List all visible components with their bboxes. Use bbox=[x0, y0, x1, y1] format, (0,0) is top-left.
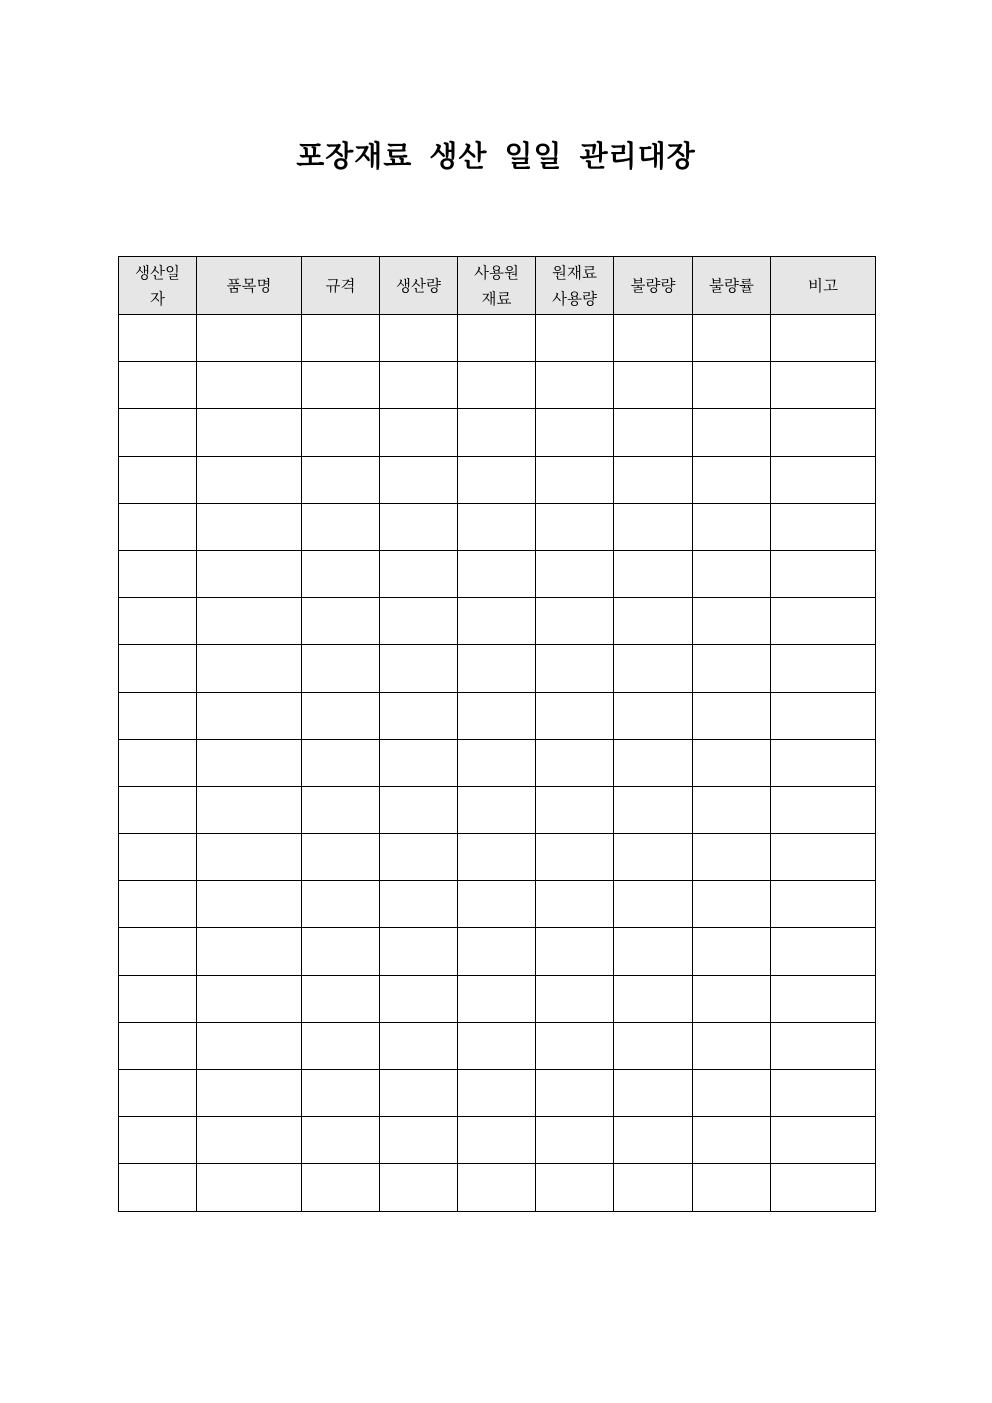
table-cell[interactable] bbox=[380, 1022, 458, 1069]
table-cell[interactable] bbox=[536, 315, 614, 362]
table-cell[interactable] bbox=[536, 1164, 614, 1211]
document-title: 포장재료 생산 일일 관리대장 bbox=[296, 139, 696, 173]
table-cell[interactable] bbox=[614, 786, 693, 833]
table-cell[interactable] bbox=[380, 645, 458, 692]
column-header-remarks: 비고 bbox=[771, 257, 876, 315]
table-cell[interactable] bbox=[119, 928, 197, 975]
table-row bbox=[119, 550, 876, 597]
table-cell[interactable] bbox=[197, 315, 302, 362]
table-cell[interactable] bbox=[380, 315, 458, 362]
table-cell[interactable] bbox=[302, 692, 380, 739]
table-cell[interactable] bbox=[197, 645, 302, 692]
table-cell[interactable] bbox=[197, 550, 302, 597]
table-cell[interactable] bbox=[458, 1022, 536, 1069]
table-cell[interactable] bbox=[302, 1117, 380, 1164]
table-cell[interactable] bbox=[197, 1117, 302, 1164]
table-cell[interactable] bbox=[693, 503, 771, 550]
table-cell[interactable] bbox=[536, 645, 614, 692]
table-cell[interactable] bbox=[614, 362, 693, 409]
table-cell[interactable] bbox=[614, 315, 693, 362]
table-row bbox=[119, 834, 876, 881]
table-cell[interactable] bbox=[771, 503, 876, 550]
table-cell[interactable] bbox=[197, 834, 302, 881]
table-cell[interactable] bbox=[693, 692, 771, 739]
table-cell[interactable] bbox=[197, 362, 302, 409]
table-cell[interactable] bbox=[536, 1070, 614, 1117]
column-header-defect-quantity: 불량량 bbox=[614, 257, 693, 315]
table-cell[interactable] bbox=[119, 975, 197, 1022]
table-cell[interactable] bbox=[458, 1117, 536, 1164]
table-cell[interactable] bbox=[380, 598, 458, 645]
table-cell[interactable] bbox=[536, 1117, 614, 1164]
table-cell[interactable] bbox=[693, 1022, 771, 1069]
table-cell[interactable] bbox=[119, 692, 197, 739]
table-cell[interactable] bbox=[693, 550, 771, 597]
table-cell[interactable] bbox=[458, 598, 536, 645]
table-cell[interactable] bbox=[771, 1164, 876, 1211]
table-row bbox=[119, 786, 876, 833]
table-cell[interactable] bbox=[119, 315, 197, 362]
table-row bbox=[119, 928, 876, 975]
table-cell[interactable] bbox=[197, 1070, 302, 1117]
table-cell[interactable] bbox=[536, 598, 614, 645]
table-cell[interactable] bbox=[302, 786, 380, 833]
table-cell[interactable] bbox=[458, 834, 536, 881]
table-row bbox=[119, 1164, 876, 1211]
column-header-raw-material-quantity: 원재료 사용량 bbox=[536, 257, 614, 315]
table-cell[interactable] bbox=[197, 928, 302, 975]
table-cell[interactable] bbox=[536, 928, 614, 975]
table-cell[interactable] bbox=[536, 409, 614, 456]
table-cell[interactable] bbox=[119, 1070, 197, 1117]
table-cell[interactable] bbox=[693, 786, 771, 833]
table-cell[interactable] bbox=[458, 928, 536, 975]
table-cell[interactable] bbox=[614, 881, 693, 928]
table-cell[interactable] bbox=[771, 315, 876, 362]
table-cell[interactable] bbox=[693, 1164, 771, 1211]
table-cell[interactable] bbox=[614, 1117, 693, 1164]
table-cell[interactable] bbox=[302, 456, 380, 503]
table-cell[interactable] bbox=[197, 1164, 302, 1211]
table-cell[interactable] bbox=[197, 692, 302, 739]
table-cell[interactable] bbox=[380, 692, 458, 739]
table-cell[interactable] bbox=[771, 739, 876, 786]
table-cell[interactable] bbox=[536, 786, 614, 833]
table-cell[interactable] bbox=[302, 598, 380, 645]
table-cell[interactable] bbox=[380, 834, 458, 881]
table-cell[interactable] bbox=[197, 1022, 302, 1069]
production-ledger-table bbox=[118, 256, 876, 1212]
table-cell[interactable] bbox=[614, 409, 693, 456]
table-cell[interactable] bbox=[771, 1117, 876, 1164]
table-cell[interactable] bbox=[771, 692, 876, 739]
table-cell[interactable] bbox=[536, 1022, 614, 1069]
table-cell[interactable] bbox=[302, 739, 380, 786]
column-header-production-quantity: 생산량 bbox=[380, 257, 458, 315]
table-row bbox=[119, 881, 876, 928]
table-cell[interactable] bbox=[458, 1164, 536, 1211]
table-cell[interactable] bbox=[693, 928, 771, 975]
table-cell[interactable] bbox=[536, 550, 614, 597]
table-cell[interactable] bbox=[536, 739, 614, 786]
table-cell[interactable] bbox=[614, 550, 693, 597]
table-cell[interactable] bbox=[693, 409, 771, 456]
table-cell[interactable] bbox=[693, 975, 771, 1022]
table-cell[interactable] bbox=[458, 739, 536, 786]
table-row bbox=[119, 598, 876, 645]
table-row bbox=[119, 456, 876, 503]
table-cell[interactable] bbox=[119, 834, 197, 881]
table-cell[interactable] bbox=[380, 881, 458, 928]
table-cell[interactable] bbox=[771, 362, 876, 409]
table-cell[interactable] bbox=[119, 456, 197, 503]
table-row bbox=[119, 1022, 876, 1069]
table-cell[interactable] bbox=[771, 598, 876, 645]
table-cell[interactable] bbox=[380, 739, 458, 786]
table-cell[interactable] bbox=[302, 362, 380, 409]
table-cell[interactable] bbox=[119, 1164, 197, 1211]
table-cell[interactable] bbox=[380, 409, 458, 456]
table-cell[interactable] bbox=[197, 409, 302, 456]
table-cell[interactable] bbox=[614, 598, 693, 645]
table-cell[interactable] bbox=[302, 881, 380, 928]
table-cell[interactable] bbox=[380, 1117, 458, 1164]
table-cell[interactable] bbox=[536, 834, 614, 881]
table-cell[interactable] bbox=[197, 975, 302, 1022]
table-cell[interactable] bbox=[693, 834, 771, 881]
table-cell[interactable] bbox=[771, 928, 876, 975]
table-cell[interactable] bbox=[380, 1164, 458, 1211]
table-cell[interactable] bbox=[614, 456, 693, 503]
table-cell[interactable] bbox=[380, 786, 458, 833]
table-cell[interactable] bbox=[119, 786, 197, 833]
column-header-production-date: 생산일 자 bbox=[119, 257, 197, 315]
table-cell[interactable] bbox=[771, 975, 876, 1022]
table-cell[interactable] bbox=[458, 975, 536, 1022]
table-cell[interactable] bbox=[458, 1070, 536, 1117]
table-cell[interactable] bbox=[458, 362, 536, 409]
table-cell[interactable] bbox=[458, 881, 536, 928]
table-cell[interactable] bbox=[197, 456, 302, 503]
column-header-item-name: 품목명 bbox=[197, 257, 302, 315]
table-cell[interactable] bbox=[380, 1070, 458, 1117]
table-cell[interactable] bbox=[197, 503, 302, 550]
table-cell[interactable] bbox=[302, 928, 380, 975]
table-cell[interactable] bbox=[536, 362, 614, 409]
table-cell[interactable] bbox=[302, 1070, 380, 1117]
table-row bbox=[119, 645, 876, 692]
table-cell[interactable] bbox=[614, 928, 693, 975]
table-row bbox=[119, 315, 876, 362]
table-cell[interactable] bbox=[614, 1022, 693, 1069]
table-cell[interactable] bbox=[693, 739, 771, 786]
table-cell[interactable] bbox=[614, 739, 693, 786]
table-cell[interactable] bbox=[119, 739, 197, 786]
table-cell[interactable] bbox=[380, 928, 458, 975]
table-cell[interactable] bbox=[380, 456, 458, 503]
table-cell[interactable] bbox=[119, 1117, 197, 1164]
table-cell[interactable] bbox=[458, 550, 536, 597]
header-row bbox=[119, 257, 876, 315]
table-cell[interactable] bbox=[771, 881, 876, 928]
table-cell[interactable] bbox=[302, 409, 380, 456]
table-cell[interactable] bbox=[458, 692, 536, 739]
table-cell[interactable] bbox=[458, 315, 536, 362]
table-cell[interactable] bbox=[693, 1070, 771, 1117]
table-cell[interactable] bbox=[771, 456, 876, 503]
table-cell[interactable] bbox=[197, 739, 302, 786]
table-cell[interactable] bbox=[536, 503, 614, 550]
table-cell[interactable] bbox=[302, 834, 380, 881]
table-cell[interactable] bbox=[380, 362, 458, 409]
table-cell[interactable] bbox=[614, 834, 693, 881]
table-cell[interactable] bbox=[614, 645, 693, 692]
table-cell[interactable] bbox=[693, 315, 771, 362]
table-cell[interactable] bbox=[458, 503, 536, 550]
table-row bbox=[119, 739, 876, 786]
table-cell[interactable] bbox=[536, 456, 614, 503]
table-row bbox=[119, 362, 876, 409]
table-body bbox=[119, 315, 876, 1212]
table-cell[interactable] bbox=[458, 786, 536, 833]
column-header-raw-material-used: 사용원 재료 bbox=[458, 257, 536, 315]
table-cell[interactable] bbox=[119, 1022, 197, 1069]
table-cell[interactable] bbox=[197, 881, 302, 928]
table-cell[interactable] bbox=[119, 598, 197, 645]
table-cell[interactable] bbox=[536, 975, 614, 1022]
table-cell[interactable] bbox=[614, 1070, 693, 1117]
table-cell[interactable] bbox=[771, 786, 876, 833]
table-cell[interactable] bbox=[380, 503, 458, 550]
table-cell[interactable] bbox=[119, 645, 197, 692]
table-cell[interactable] bbox=[458, 456, 536, 503]
column-header-defect-rate: 불량률 bbox=[693, 257, 771, 315]
table-cell[interactable] bbox=[693, 598, 771, 645]
table-cell[interactable] bbox=[302, 315, 380, 362]
table-cell[interactable] bbox=[771, 409, 876, 456]
table-cell[interactable] bbox=[302, 503, 380, 550]
table-cell[interactable] bbox=[536, 881, 614, 928]
table-cell[interactable] bbox=[771, 1070, 876, 1117]
table-cell[interactable] bbox=[380, 975, 458, 1022]
table-cell[interactable] bbox=[119, 362, 197, 409]
table-row bbox=[119, 409, 876, 456]
table-row bbox=[119, 1117, 876, 1164]
table-cell[interactable] bbox=[302, 645, 380, 692]
table-cell[interactable] bbox=[458, 645, 536, 692]
table-cell[interactable] bbox=[302, 1022, 380, 1069]
table-cell[interactable] bbox=[119, 881, 197, 928]
table-cell[interactable] bbox=[771, 550, 876, 597]
table-cell[interactable] bbox=[771, 1022, 876, 1069]
table-cell[interactable] bbox=[380, 550, 458, 597]
table-cell[interactable] bbox=[536, 692, 614, 739]
table-cell[interactable] bbox=[693, 645, 771, 692]
table-cell[interactable] bbox=[119, 409, 197, 456]
table-row bbox=[119, 1070, 876, 1117]
table-cell[interactable] bbox=[302, 1164, 380, 1211]
table-cell[interactable] bbox=[614, 975, 693, 1022]
table-cell[interactable] bbox=[693, 881, 771, 928]
table-cell[interactable] bbox=[614, 503, 693, 550]
table-cell[interactable] bbox=[302, 975, 380, 1022]
table-cell[interactable] bbox=[119, 550, 197, 597]
table-cell[interactable] bbox=[693, 1117, 771, 1164]
table-cell[interactable] bbox=[693, 456, 771, 503]
table-cell[interactable] bbox=[693, 362, 771, 409]
table-cell[interactable] bbox=[302, 550, 380, 597]
table-cell[interactable] bbox=[197, 598, 302, 645]
table-cell[interactable] bbox=[458, 409, 536, 456]
table-cell[interactable] bbox=[614, 1164, 693, 1211]
table-cell[interactable] bbox=[771, 834, 876, 881]
column-header-specification: 규격 bbox=[302, 257, 380, 315]
table-row bbox=[119, 975, 876, 1022]
table-cell[interactable] bbox=[197, 786, 302, 833]
table-cell[interactable] bbox=[771, 645, 876, 692]
table-row bbox=[119, 503, 876, 550]
table-row bbox=[119, 692, 876, 739]
table-cell[interactable] bbox=[614, 692, 693, 739]
table-cell[interactable] bbox=[119, 503, 197, 550]
